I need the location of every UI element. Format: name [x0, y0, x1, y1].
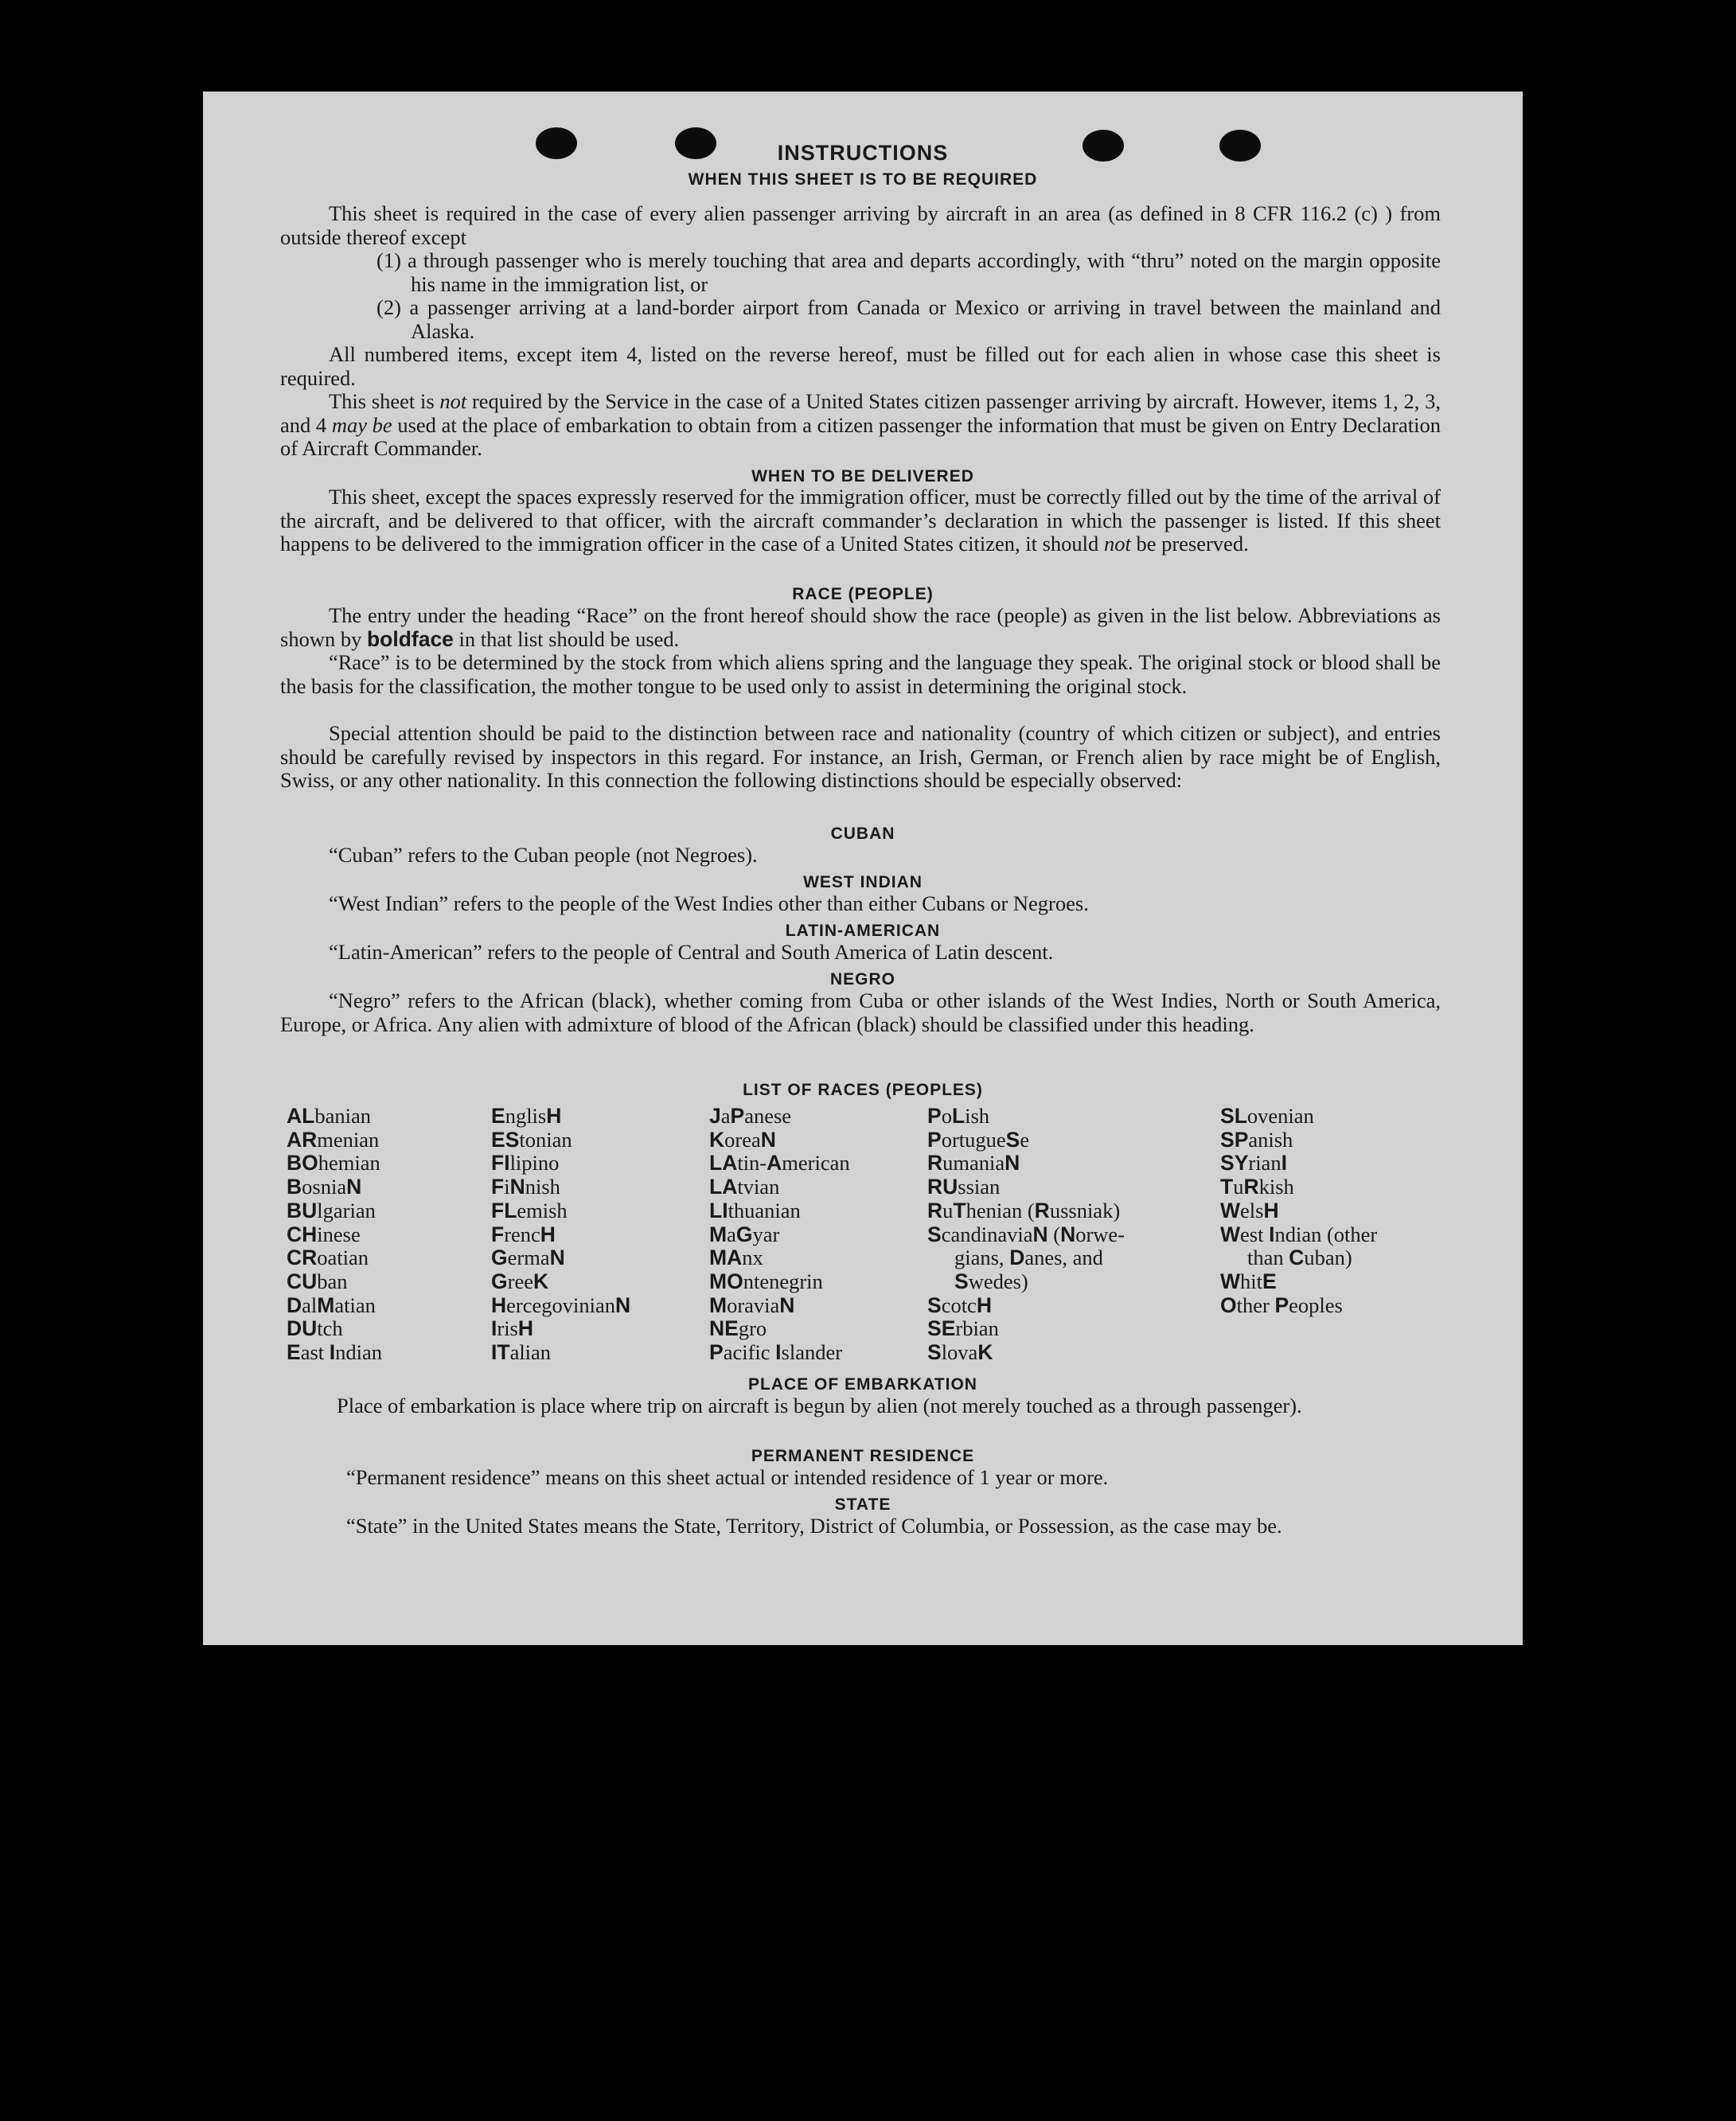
race-item: RumaniaN — [927, 1151, 1020, 1176]
race-item: RUssian — [927, 1175, 1001, 1199]
race-item: SLovenian — [1220, 1104, 1314, 1128]
race-item: GreeK — [491, 1269, 549, 1293]
race-item: WhitE — [1220, 1269, 1277, 1293]
race-item-continuation: than Cuban) — [1247, 1246, 1352, 1270]
race-item: MaGyar — [709, 1222, 780, 1246]
race-item: JaPanese — [709, 1104, 792, 1128]
race-item: CUban — [287, 1269, 348, 1293]
race-item: WelsH — [1220, 1198, 1279, 1222]
race-item-continuation: gians, Danes, and — [954, 1246, 1103, 1270]
race-item: BOhemian — [287, 1151, 380, 1176]
west-indian-text: “West Indian” refers to the people of the West Indies other than either Cubans or Negroes. — [329, 891, 1089, 915]
race-item: DalMatian — [287, 1292, 376, 1317]
race-item: CHinese — [287, 1222, 361, 1246]
race-item: MAnx — [709, 1246, 763, 1270]
numbered-items-text: All numbered items, except item 4, listed on the reverse hereof, must be filled out for each alien in whose case this sheet is required. — [280, 342, 1441, 390]
heading-state: STATE — [834, 1495, 891, 1514]
races-column-3 — [709, 1105, 850, 1365]
race-item: ScandinaviaN (Norwe- — [927, 1222, 1125, 1246]
race-item: SPanish — [1220, 1127, 1293, 1152]
race-item: LAtvian — [709, 1175, 780, 1199]
race-item: PoLish — [927, 1104, 990, 1128]
race-item: BosniaN — [287, 1175, 362, 1199]
heading-race: RACE (PEOPLE) — [792, 585, 934, 603]
race-item: CRoatian — [287, 1246, 369, 1270]
race-item: ScotcH — [927, 1292, 992, 1317]
instructions-title: INSTRUCTIONS — [777, 141, 949, 165]
instruction-sheet — [203, 92, 1523, 1645]
race-item: FIlipino — [491, 1151, 560, 1176]
race-item: IrisH — [491, 1316, 534, 1341]
races-column-2 — [491, 1105, 630, 1365]
race-item: FrencH — [491, 1222, 556, 1246]
race-item: ARmenian — [287, 1127, 380, 1152]
heading-permanent-residence: PERMANENT RESIDENCE — [751, 1447, 975, 1465]
race-item: East Indian — [287, 1340, 382, 1365]
heading-latin-american: LATIN-AMERICAN — [785, 922, 941, 940]
exception-2: (2) a passenger arriving at a land-border airport from Canada or Mexico or arriving in travel between the mainland and Alaska. — [376, 295, 1441, 343]
race-item: TuRkish — [1220, 1175, 1294, 1199]
race-item: LAtin-American — [709, 1151, 850, 1176]
heading-when-required: WHEN THIS SHEET IS TO BE REQUIRED — [688, 170, 1038, 189]
race-item-continuation: Swedes) — [954, 1269, 1028, 1293]
heading-when-delivered: WHEN TO BE DELIVERED — [751, 467, 974, 485]
embarkation-text: Place of embarkation is place where trip on aircraft is begun by alien (not merely touched as a through passenger). — [337, 1394, 1302, 1417]
when-delivered-text: This sheet, except the spaces expressly reserved for the immigration officer, must be correctly filled out by the time of the arrival of the aircraft, and be delivered to that officer, with the aircraft commander’s declaration in which the passenger is listed. If this sheet happens to be delivered to the immigration officer in the case of a United States citizen, it should not be preserved. — [280, 485, 1441, 556]
race-item: GermaN — [491, 1246, 565, 1270]
latin-american-text: “Latin-American” refers to the people of Central and South America of Latin descent. — [329, 940, 1054, 964]
race-item: SYrianI — [1220, 1151, 1287, 1176]
race-item: ALbanian — [287, 1104, 371, 1128]
races-column-4 — [927, 1105, 1125, 1365]
race-item: KoreaN — [709, 1127, 776, 1152]
residence-text: “Permanent residence” means on this sheet actual or intended residence of 1 year or more. — [346, 1465, 1109, 1489]
heading-negro: NEGRO — [829, 970, 895, 988]
race-item: Pacific Islander — [709, 1340, 843, 1365]
race-item: MoraviaN — [709, 1292, 795, 1317]
race-item: NEgro — [709, 1316, 767, 1341]
race-paragraph-2: “Race” is to be determined by the stock from which aliens spring and the language they speak. The original stock or blood shall be the basis for the classification, the mother tongue to be used only to assist in determining the original stock. — [280, 650, 1441, 698]
race-item: MOntenegrin — [709, 1269, 823, 1293]
state-text: “State” in the United States means the State, Territory, District of Columbia, or Possession, as the case may be. — [346, 1514, 1282, 1538]
heading-list-of-races: LIST OF RACES (PEOPLES) — [743, 1081, 983, 1099]
race-item: EStonian — [491, 1127, 572, 1152]
heading-place-of-embarkation: PLACE OF EMBARKATION — [748, 1375, 977, 1394]
race-item: SErbian — [927, 1316, 999, 1341]
race-item: Other Peoples — [1220, 1292, 1343, 1317]
race-paragraph-1: The entry under the heading “Race” on the front hereof should show the race (people) as given in the list below. Abbreviations as shown by boldface in that list should be used. — [280, 603, 1441, 651]
race-item: LIthuanian — [709, 1198, 801, 1222]
races-column-5 — [1220, 1105, 1377, 1317]
race-item: RuThenian (Russniak) — [927, 1198, 1121, 1222]
exception-1: (1) a through passenger who is merely touching that area and departs accordingly, with “thru” noted on the margin opposite his name in the immigration list, or — [376, 248, 1441, 296]
race-item: SlovaK — [927, 1340, 993, 1365]
race-item: PortugueSe — [927, 1127, 1030, 1152]
race-item: HercegovinianN — [491, 1292, 631, 1317]
races-column-1 — [287, 1105, 382, 1365]
race-item: West Indian (other — [1220, 1222, 1378, 1246]
race-item: EnglisH — [491, 1104, 562, 1128]
when-required-intro: This sheet is required in the case of every alien passenger arriving by aircraft in an area (as defined in 8 CFR 116.2 (c) ) from outside thereof except — [280, 201, 1441, 249]
heading-west-indian: WEST INDIAN — [803, 873, 923, 891]
race-item: BUlgarian — [287, 1198, 376, 1222]
negro-text: “Negro” refers to the African (black), whether coming from Cuba or other islands of the West Indies, North or South America, Europe, or Africa. Any alien with admixture of blood of the African (black) should be classified under this heading. — [280, 988, 1441, 1036]
citizen-text: This sheet is not required by the Service in the case of a United States citizen passenger arriving by aircraft. However, items 1, 2, 3, and 4 may be used at the place of embarkation to obtain from a citizen passenger the information that must be given on Entry Declaration of Aircraft Commander. — [280, 389, 1441, 460]
heading-cuban: CUBAN — [830, 825, 895, 843]
race-item: ITalian — [491, 1340, 552, 1365]
cuban-text: “Cuban” refers to the Cuban people (not Negroes). — [329, 843, 758, 867]
race-item: FLemish — [491, 1198, 568, 1222]
race-item: FiNnish — [491, 1175, 560, 1199]
race-item: DUtch — [287, 1316, 343, 1341]
race-paragraph-3: Special attention should be paid to the distinction between race and nationality (country of which citizen or subject), and entries should be carefully revised by inspectors in this regard. For instance, an Irish, German, or French alien by race might be of English, Swiss, or any other nationality. In this connection the following distinctions should be especially observed: — [280, 721, 1441, 792]
